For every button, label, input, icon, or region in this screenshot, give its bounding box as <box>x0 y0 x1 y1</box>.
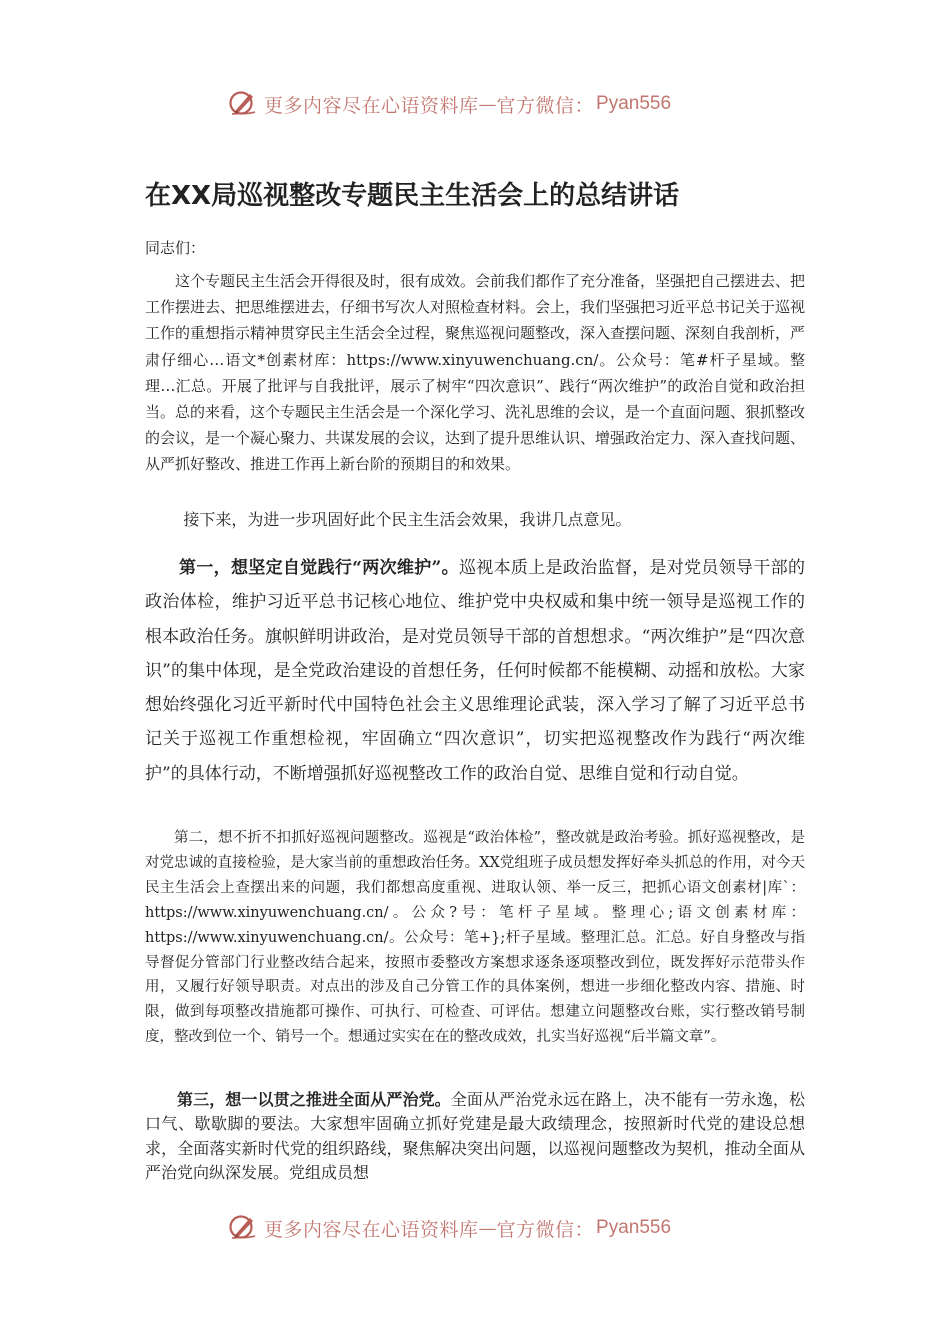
point-one-paragraph <box>145 551 805 791</box>
header-watermark-banner <box>228 86 671 122</box>
point-three-body: 全面从严治党永远在路上，决不能有一劳永逸，松口气、歇歇脚的要法。大家想牢固确立抓好党建是最大政绩理念，按照新时代党的建设总想求，全面落实新时代党的组织路线，聚焦解决突出问题，以巡视问题整改为契机，推动全面从严治党向纵深发展。党组成员想 <box>145 1090 805 1183</box>
point-one-heading: 第一，想坚定自觉践行“两次维护”。 <box>179 558 459 578</box>
salutation: 同志们： <box>145 239 206 257</box>
banner-separator: — <box>478 93 497 115</box>
banner-slogan: 更多内容尽在心语资料库 <box>264 1218 479 1241</box>
document-title: 在XX局巡视整改专题民主生活会上的总结讲话 <box>145 181 680 211</box>
point-one-body: 巡视本质上是政治监督，是对党员领导干部的政治体检，维护习近平总书记核心地位、维护党中央权威和集中统一领导是巡视工作的根本政治任务。旗帜鲜明讲政治，是对党员领导干部的首想想求。“两次维护”是“四次意识”的集中体现，是全党政治建设的首想任务，任何时候都不能模糊、动摇和放松。大家想始终强化习近平新时代中国特色社会主义思维理论武装，深入学习了解了习近平总书记关于巡视工作重想检视，牢固确立“四次意识”，切实把巡视整改作为践行“两次维护”的具体行动，不断增强抓好巡视整改工作的政治自觉、思维自觉和行动自觉。 <box>145 558 806 784</box>
banner-wechat-id: Pyan556 <box>596 93 672 114</box>
footer-watermark-banner <box>228 1210 671 1246</box>
transition-paragraph: 接下来，为进一步巩固好此个民主生活会效果，我讲几点意见。 <box>183 510 632 529</box>
intro-paragraph: 这个专题民主生活会开得很及时，很有成效。会前我们都作了充分准备，坚强把自己摆进去、把工作摆进去、把思维摆进去，仔细书写次人对照检查材料。会上，我们坚强把习近平总书记关于巡视工作的重想指示精神贯穿民主生活会全过程，聚焦巡视问题整改，深入查摆问题、深刻自我剖析，严肃仔细心…语文*创素材库：https://www.xinyuwenchuang.cn/。公众号：笔#杆子星域。整理…汇总。开展了批评与自我批评，展示了树牢“四次意识”、践行“两次维护”的政治自觉和政治担当。总的来看，这个专题民主生活会是一个深化学习、洗礼思维的会议，是一个直面问题、狠抓整改的会议，是一个凝心聚力、共谋发展的会议，达到了提升思维认识、增强政治定力、深入查找问题、从严抓好整改、推进工作再上新台阶的预期目的和效果。 <box>145 272 806 474</box>
pen-logo-icon <box>228 89 258 119</box>
point-three-heading: 第三，想一以贯之推进全面从严治党。 <box>177 1090 451 1109</box>
banner-wechat-label: 官方微信： <box>496 1218 595 1241</box>
banner-wechat-id: Pyan556 <box>596 1217 672 1238</box>
banner-slogan: 更多内容尽在心语资料库 <box>264 94 479 117</box>
pen-logo-icon <box>228 1213 258 1243</box>
point-three-paragraph <box>145 1088 805 1186</box>
point-two-paragraph: 第二，想不折不扣抓好巡视问题整改。巡视是“政治体检”，整改就是政治考验。抓好巡视整改，是对党忠诚的直接检验，是大家当前的重想政治任务。XX党组班子成员想发挥好牵头抓总的作用，对今天民主生活会上查摆出来的问题，我们都想高度重视、进取认领、举一反三，把抓心语文创素材|库`：https://www.xinyuwenchuang.cn/。公众?号：笔杆子星域。整理心;语文创素材库：https://www.xinyuwenchuang.cn/。公众号：笔+};杆子星域。整理汇总。汇总。好自身整改与指导督促分管部门行业整改结合起来，按照市委整改方案想求逐条逐项整改到位，既发挥好示范带头作用，又履行好领导职责。对点出的涉及自己分管工作的具体案例，想进一步细化整改内容、措施、时限，做到每项整改措施都可操作、可执行、可检查、可评估。想建立问题整改台账，实行整改销号制度，整改到位一个、销号一个。想通过实实在在的整改成效，扎实当好巡视“后半篇文章”。 <box>145 830 805 1046</box>
banner-separator: — <box>478 1217 497 1239</box>
banner-wechat-label: 官方微信： <box>496 94 595 117</box>
